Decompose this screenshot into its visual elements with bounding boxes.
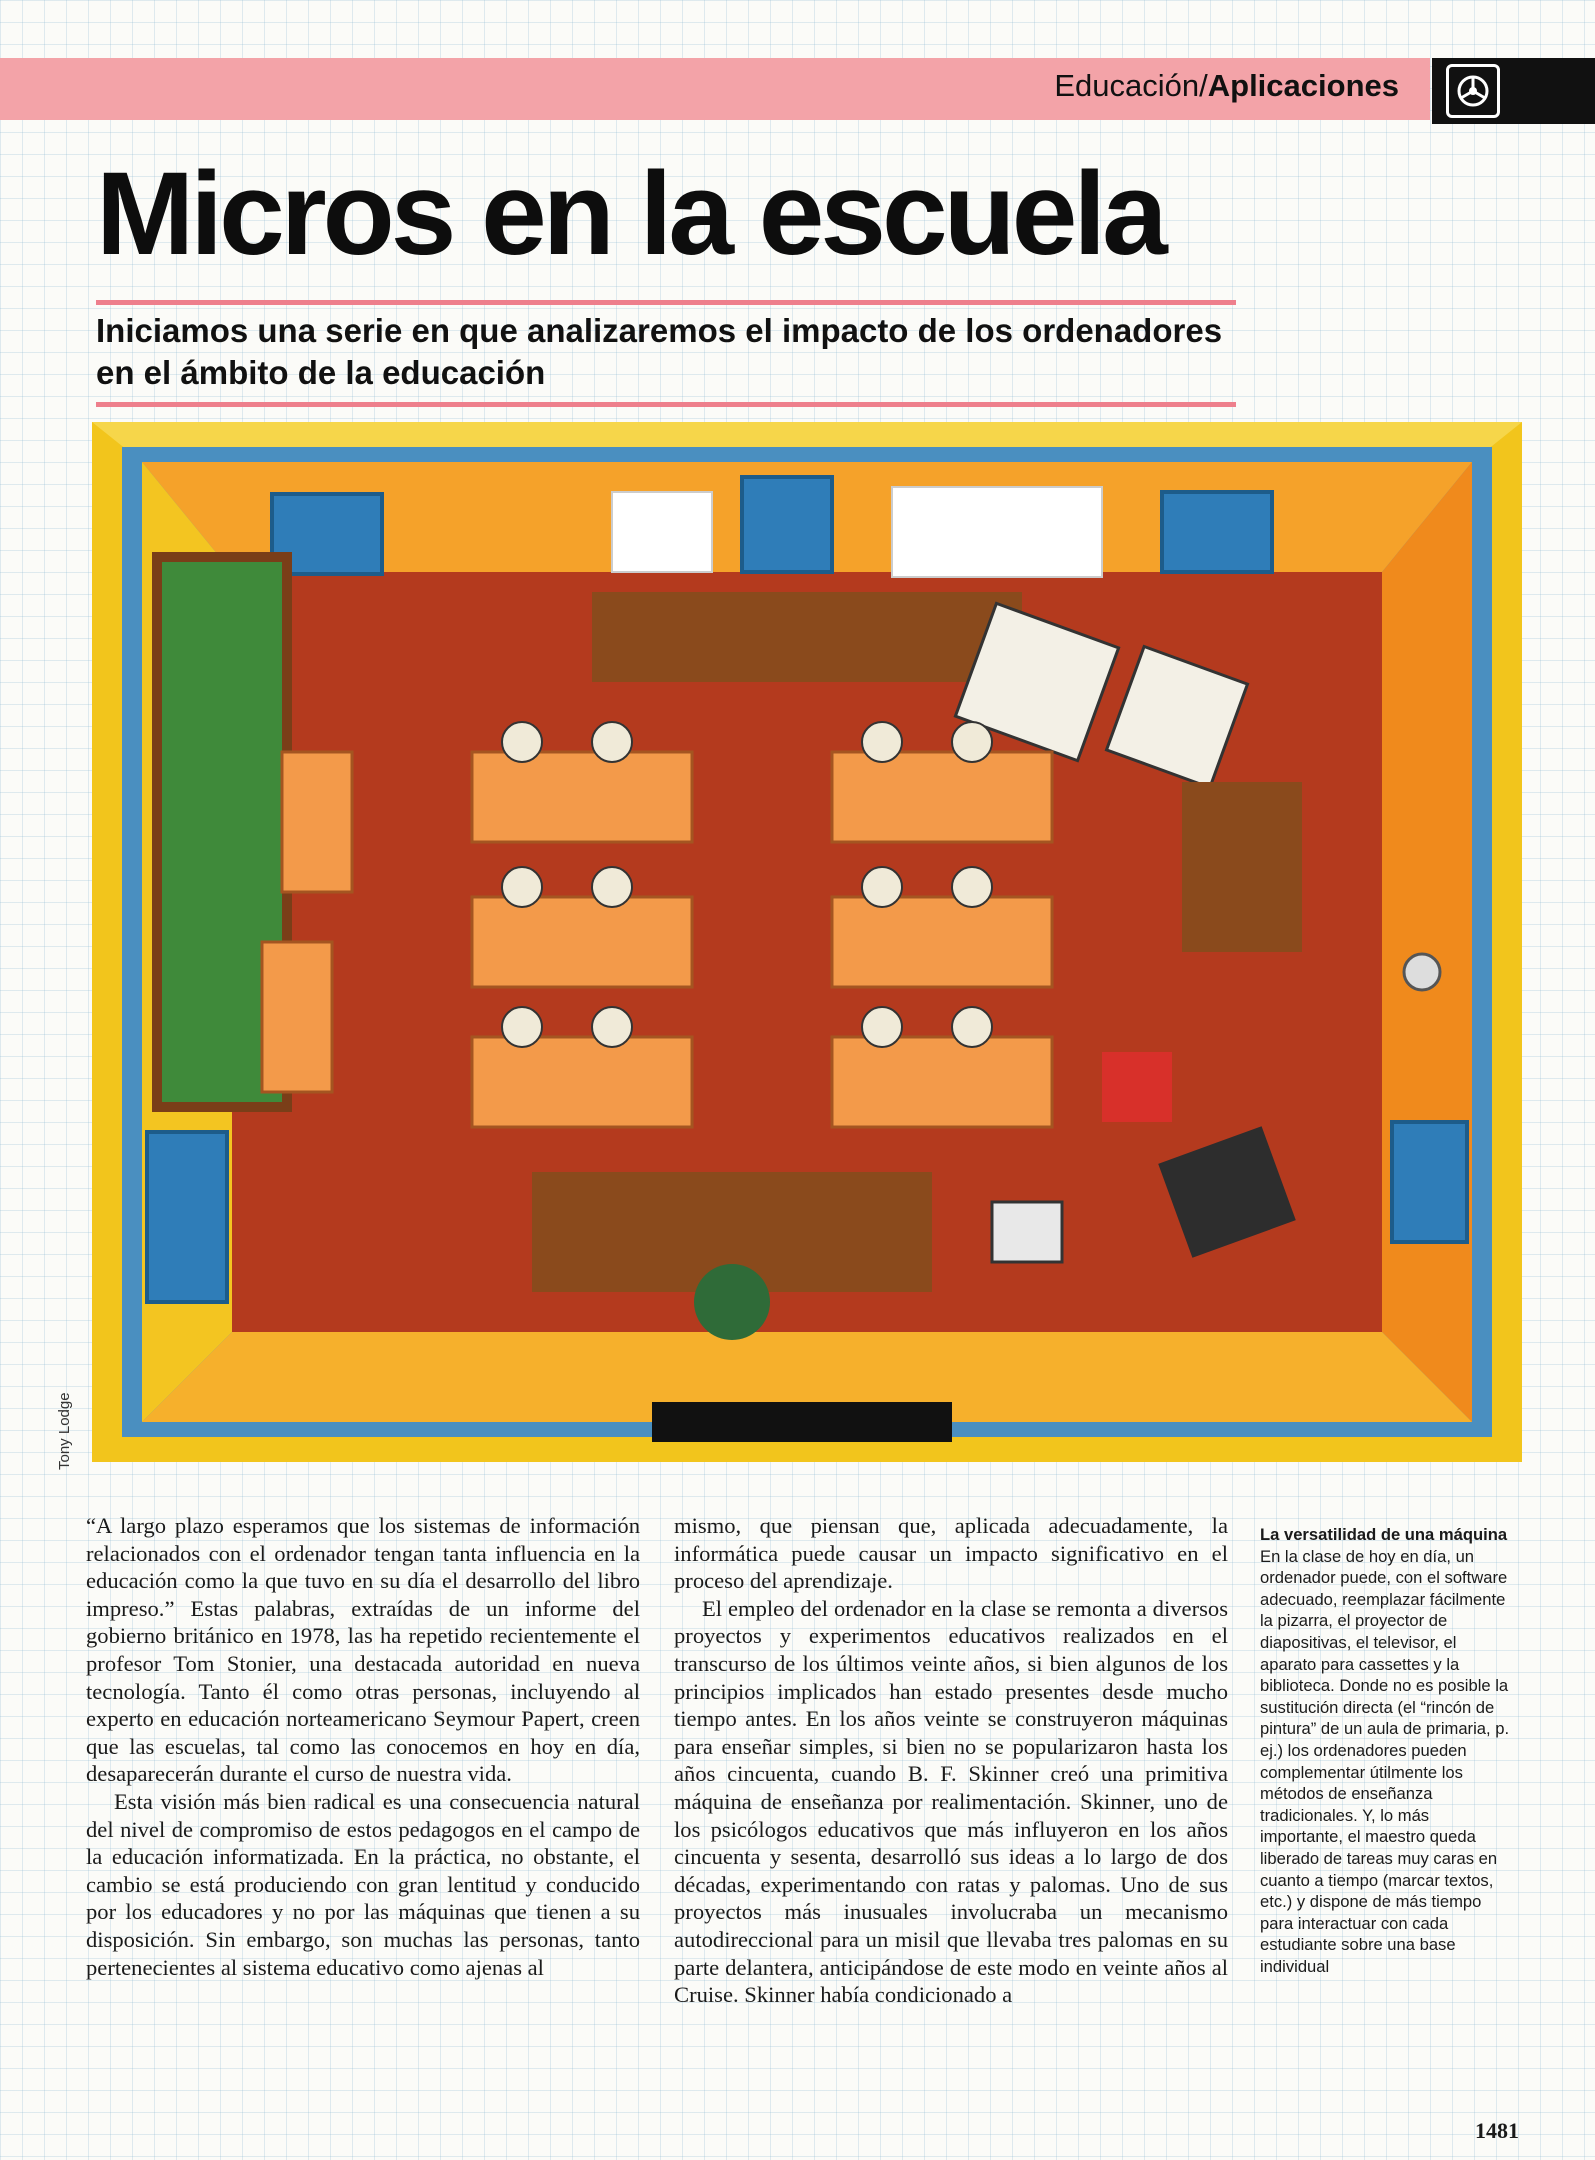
classroom-illustration [92, 422, 1522, 1462]
illustration-caption [1260, 1524, 1516, 1977]
subtitle-rule-bottom [96, 402, 1236, 407]
article-subtitle: Iniciamos una serie en que analizaremos el impacto de los ordenadores en el ámbito de la educación [96, 312, 1223, 391]
title-rule-top [96, 300, 1236, 305]
series-logo [1432, 58, 1595, 124]
paragraph: mismo, que piensan que, aplicada adecuadamente, la informática puede causar un impacto significativo en el proceso del aprendizaje. [674, 1513, 1228, 1594]
paragraph: El empleo del ordenador en la clase se remonta a diversos proyectos y experimentos educativos realizados en el transcurso de los últimos veinte años, si bien algunos de los principios implicados han estado presentes desde mucho tiempo antes. En los años veinte se construyeron máquinas para enseñar simples, si bien no se popularizaron hasta los años cincuenta, cuando B. F. Skinner creó una primitiva máquina de enseñanza por realimentación. Skinner, uno de los psicólogos educativos que más influyeron en los años cincuenta y sesenta, desarrolló sus ideas a lo largo de dos décadas, experimentando con ratas y palomas. Uno de sus proyectos más inusuales involucraba un mecanismo autodireccional para un misil que llevaba tres palomas en su parte delantera, anticipándose de este modo en veinte años al Cruise. Skinner había condicionado a [674, 1595, 1228, 2008]
body-column-2 [674, 1512, 1228, 2009]
illustration-credit: Tony Lodge [56, 1392, 73, 1470]
caption-body: En la clase de hoy en día, un ordenador puede, con el software adecuado, reemplazar fácilmente la pizarra, el proyector de diapositivas, el televisor, el aparato para cassettes y la biblioteca. Donde no es posible la sustitución directa (el “rincón de pintura” de un aula de primaria, p. ej.) los ordenadores pueden complementar útilmente los métodos de enseñanza tradicionales. Y, lo más importante, el maestro queda liberado de tareas muy caras en cuanto a tiempo (marcar textos, etc.) y dispone de más tiempo para interactuar con cada estudiante sobre una base individual [1260, 1546, 1510, 1976]
subsection-name: Aplicaciones [1207, 68, 1399, 103]
article-title: Micros en la escuela [96, 148, 1164, 280]
caption-title: La versatilidad de una máquina [1260, 1525, 1508, 1544]
section-name: Educación/ [1054, 68, 1208, 103]
section-label [1054, 68, 1399, 104]
paragraph: “A largo plazo esperamos que los sistemas de información relacionados con el ordenador tengan tanta influencia en la educación como la que tuvo en su día el desarrollo del libro impreso.” Estas palabras, extraídas de un informe del gobierno británico en 1978, las ha repetido recientemente el profesor Tom Stonier, una destacada autoridad en nueva tecnología. Tanto él como otras personas, incluyendo al experto en educación norteamericano Seymour Papert, creen que las escuelas, tal como las conocemos en hoy en día, desaparecerán durante el curso de nuestra vida. [86, 1513, 640, 1787]
body-column-1 [86, 1512, 640, 1981]
paragraph: Esta visión más bien radical es una consecuencia natural del nivel de compromiso de estos pedagogos en el campo de la educación informatizada. En la práctica, no obstante, el cambio se está produciendo con gran lentitud y conducido por los educadores y no por las máquinas que tienen a su disposición. Sin embargo, son muchas las personas, tanto pertenecientes al sistema educativo como ajenas al [86, 1788, 640, 1980]
page-number: 1481 [1475, 2118, 1519, 2143]
circuit-logo-icon [1446, 64, 1500, 118]
